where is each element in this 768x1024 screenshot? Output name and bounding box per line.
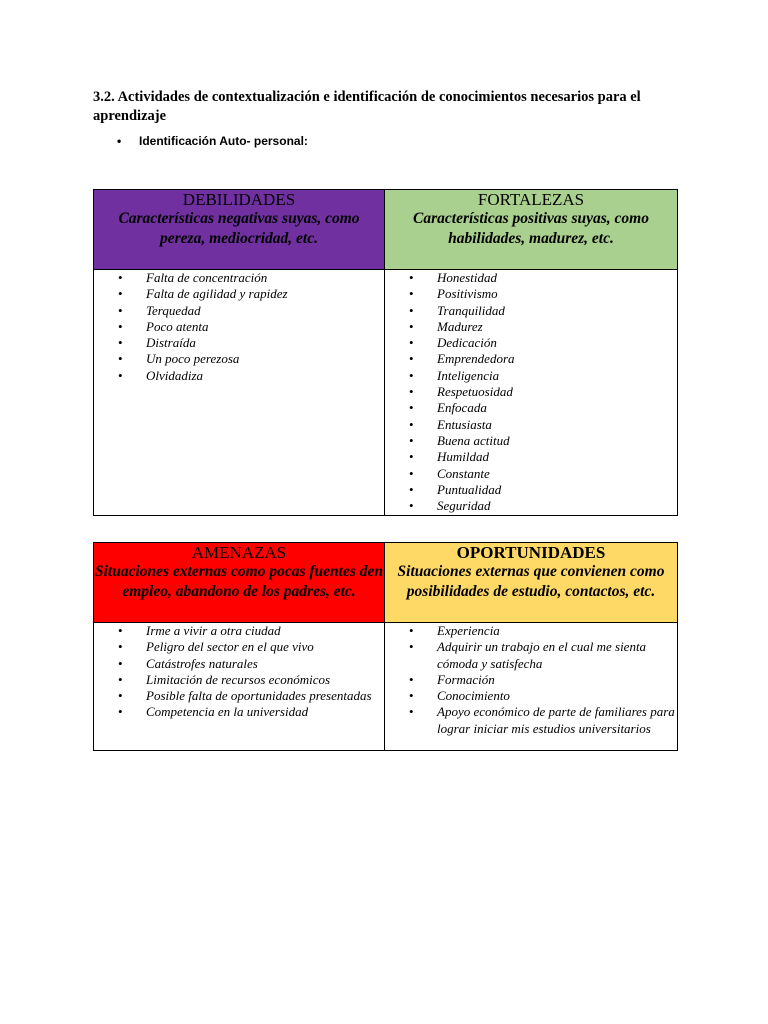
fortalezas-item: • Dedicación: [385, 335, 677, 351]
debilidades-item: • Olvidadiza: [94, 368, 384, 384]
debilidades-item: • Poco atenta: [94, 319, 384, 335]
fortalezas-item: • Positivismo: [385, 286, 677, 302]
fortalezas-list-cell: [385, 270, 678, 516]
fortalezas-item: • Emprendedora: [385, 351, 677, 367]
oportunidades-item: • Experiencia: [385, 623, 677, 639]
debilidades-list-cell: [94, 270, 385, 516]
fortalezas-title: FORTALEZAS: [477, 190, 585, 209]
fortalezas-item: • Puntualidad: [385, 482, 677, 498]
debilidades-title: DEBILIDADES: [182, 190, 296, 209]
fortalezas-item: • Madurez: [385, 319, 677, 335]
oportunidades-title: OPORTUNIDADES: [456, 543, 606, 562]
amenazas-item: • Peligro del sector en el que vivo: [94, 639, 384, 655]
amenazas-list: [94, 623, 384, 721]
fortalezas-item: • Seguridad: [385, 498, 677, 514]
oportunidades-subtitle: Situaciones externas que convienen como posibilidades de estudio, contactos, etc.: [397, 563, 665, 600]
amenazas-item: • Catástrofes naturales: [94, 656, 384, 672]
debilidades-item: • Distraída: [94, 335, 384, 351]
oportunidades-item: • Conocimiento: [385, 688, 677, 704]
amenazas-item: • Posible falta de oportunidades presentadas: [94, 688, 384, 704]
fortalezas-subtitle: Características positivas suyas, como habilidades, madurez, etc.: [413, 210, 649, 247]
debilidades-item: • Falta de agilidad y rapidez: [94, 286, 384, 302]
amenazas-subtitle: Situaciones externas como pocas fuentes den empleo, abandono de los padres, etc.: [94, 563, 384, 600]
oportunidades-item: • Apoyo económico de parte de familiares para lograr iniciar mis estudios universitarios: [385, 704, 677, 737]
oportunidades-list-cell: [385, 623, 678, 751]
amenazas-list-cell: [94, 623, 385, 751]
oportunidades-header: [385, 543, 678, 623]
amenazas-item: • Limitación de recursos económicos: [94, 672, 384, 688]
fortalezas-item: • Enfocada: [385, 400, 677, 416]
debilidades-header: [94, 190, 385, 270]
debilidades-item: • Un poco perezosa: [94, 351, 384, 367]
amenazas-title: AMENAZAS: [191, 543, 287, 562]
debilidades-item: • Terquedad: [94, 303, 384, 319]
swot-table-internal: [93, 189, 678, 516]
fortalezas-list: [385, 270, 677, 514]
fortalezas-item: • Humildad: [385, 449, 677, 465]
fortalezas-item: • Entusiasta: [385, 417, 677, 433]
debilidades-subtitle: Características negativas suyas, como pereza, mediocridad, etc.: [118, 210, 360, 247]
swot-table-external: [93, 542, 678, 751]
bullet-label: Identificación Auto- personal:: [139, 134, 308, 148]
fortalezas-item: • Inteligencia: [385, 368, 677, 384]
fortalezas-item: • Honestidad: [385, 270, 677, 286]
bullet-item: [117, 134, 308, 148]
fortalezas-header: [385, 190, 678, 270]
fortalezas-item: • Tranquilidad: [385, 303, 677, 319]
amenazas-item: • Competencia en la universidad: [94, 704, 384, 720]
fortalezas-item: • Respetuosidad: [385, 384, 677, 400]
amenazas-item: • Irme a vivir a otra ciudad: [94, 623, 384, 639]
amenazas-header: [94, 543, 385, 623]
debilidades-list: [94, 270, 384, 384]
oportunidades-item: • Formación: [385, 672, 677, 688]
oportunidades-item: • Adquirir un trabajo en el cual me sienta cómoda y satisfecha: [385, 639, 677, 672]
oportunidades-list: [385, 623, 677, 737]
fortalezas-item: • Constante: [385, 466, 677, 482]
fortalezas-item: • Buena actitud: [385, 433, 677, 449]
bullet-icon: •: [117, 134, 122, 148]
debilidades-item: • Falta de concentración: [94, 270, 384, 286]
section-heading: 3.2. Actividades de contextualización e identificación de conocimientos necesarios para el aprendizaje: [93, 89, 641, 124]
